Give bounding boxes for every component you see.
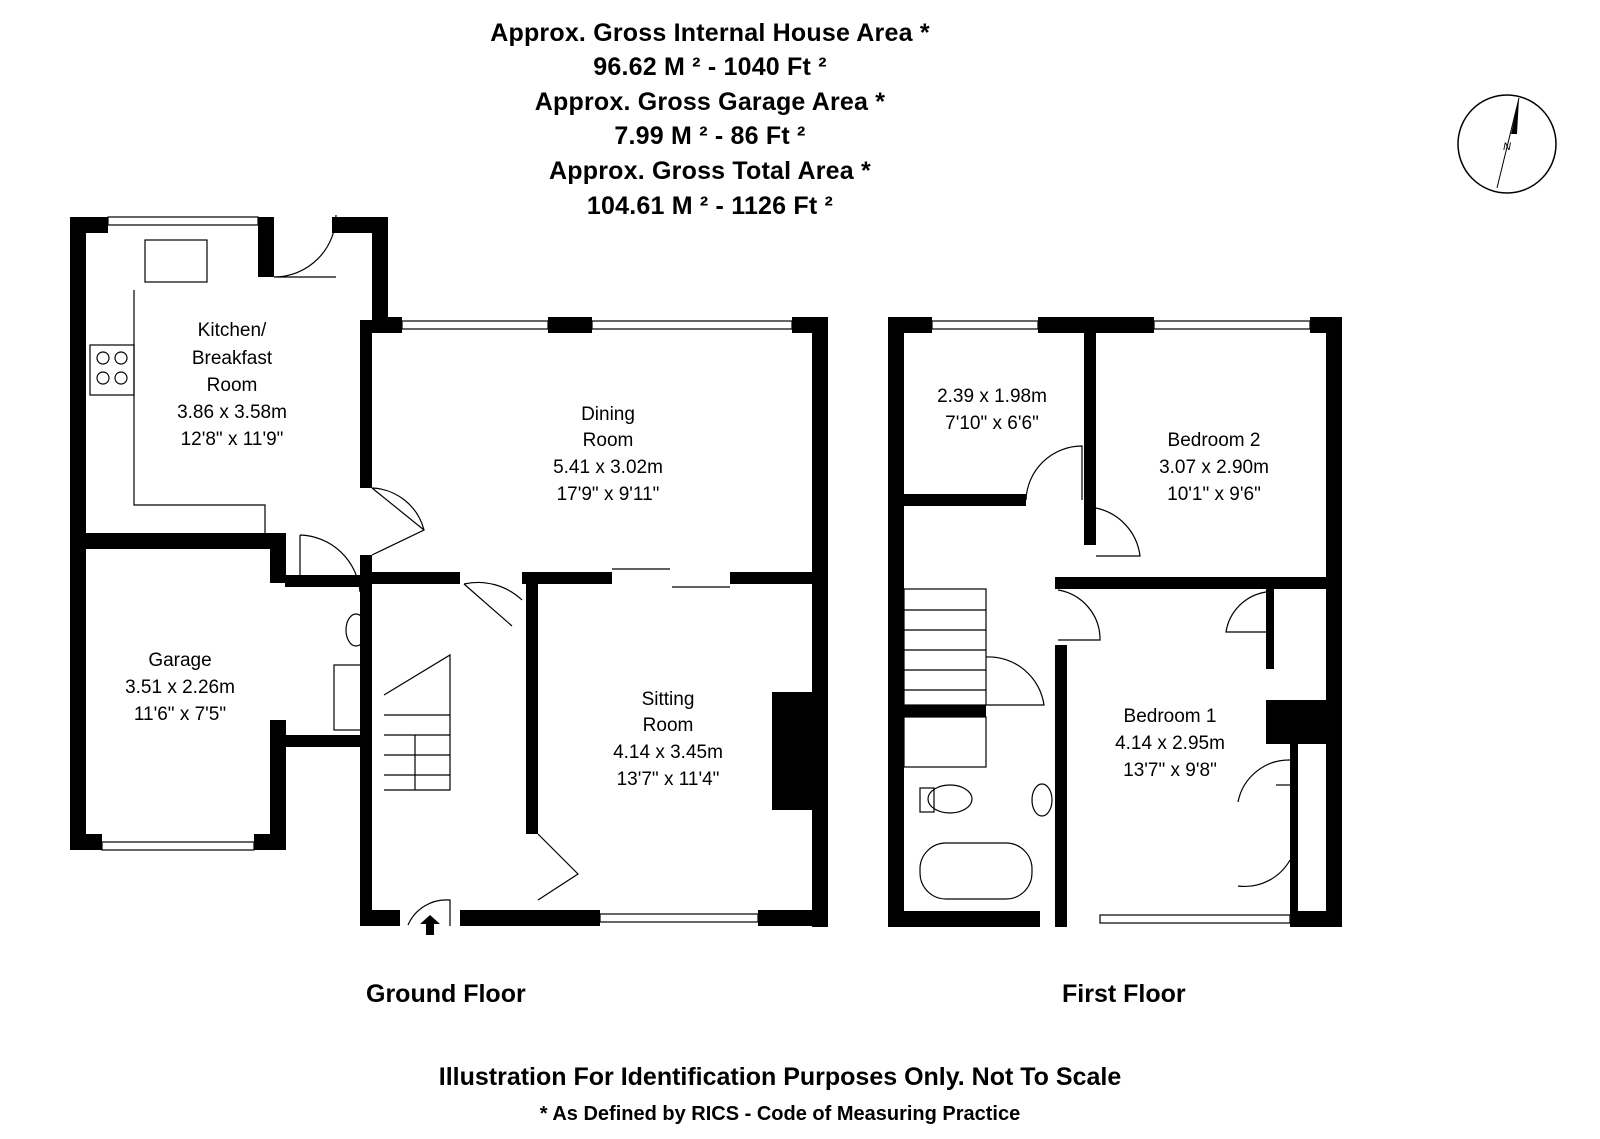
dining-metric: 5.41 x 3.02m	[553, 457, 663, 478]
dining-imperial: 17'9" x 9'11"	[556, 484, 660, 505]
box-room-metric: 2.39 x 1.98m	[937, 386, 1047, 407]
first-floor-windows	[892, 321, 1310, 923]
sitting-name-1: Sitting	[641, 689, 695, 710]
stairs	[384, 655, 450, 790]
garage-area-value: 7.99 M ² - 86 Ft ²	[614, 122, 806, 150]
first-floor-title: First Floor	[1062, 980, 1186, 1008]
bedroom2-imperial: 10'1" x 9'6"	[1167, 484, 1261, 505]
washbasin	[1032, 784, 1052, 816]
kitchen-imperial: 12'8" x 11'9"	[180, 429, 284, 450]
rics-note: * As Defined by RICS - Code of Measuring Practice	[539, 1103, 1021, 1125]
dining-name-1: Dining	[581, 404, 635, 425]
landing-stairs	[904, 589, 986, 705]
total-area-label: Approx. Gross Total Area *	[549, 157, 871, 185]
kitchen-metric: 3.86 x 3.58m	[177, 402, 287, 423]
entrance-arrow-icon	[420, 915, 440, 935]
bedroom1-metric: 4.14 x 2.95m	[1115, 733, 1225, 754]
first-floor-doors	[986, 446, 1292, 886]
first-floor-plan	[888, 317, 1342, 927]
dining-name-2: Room	[582, 430, 634, 451]
kitchen-name-1: Kitchen/	[197, 320, 267, 341]
garage-area-label: Approx. Gross Garage Area *	[534, 88, 886, 116]
total-area-value: 104.61 M ² - 1126 Ft ²	[586, 192, 834, 220]
bedroom2-metric: 3.07 x 2.90m	[1159, 457, 1269, 478]
sitting-metric: 4.14 x 3.45m	[613, 742, 723, 763]
garage-metric: 3.51 x 2.26m	[125, 677, 235, 698]
kitchen-name-2: Breakfast	[191, 348, 273, 369]
ground-floor-plan	[70, 217, 828, 927]
disclaimer: Illustration For Identification Purposes Only. Not To Scale	[438, 1063, 1122, 1091]
internal-area-value: 96.62 M ² - 1040 Ft ²	[593, 53, 827, 81]
box-room-imperial: 7'10" x 6'6"	[945, 413, 1039, 434]
kitchen-name-3: Room	[206, 375, 258, 396]
garage-name: Garage	[148, 650, 212, 671]
garage-imperial: 11'6" x 7'5"	[133, 704, 227, 725]
bedroom2-name: Bedroom 2	[1167, 430, 1261, 451]
sitting-imperial: 13'7" x 11'4"	[616, 769, 720, 790]
bedroom1-name: Bedroom 1	[1123, 706, 1217, 727]
sink	[145, 240, 207, 282]
ground-floor-doors	[274, 215, 730, 926]
sitting-name-2: Room	[642, 715, 694, 736]
ground-floor-title: Ground Floor	[366, 980, 526, 1008]
compass-letter: N	[1503, 141, 1511, 153]
first-floor-fixtures	[904, 589, 1052, 899]
room-labels	[125, 320, 1269, 790]
hob	[90, 345, 134, 395]
bath	[920, 843, 1032, 899]
bedroom1-imperial: 13'7" x 9'8"	[1123, 760, 1217, 781]
internal-area-label: Approx. Gross Internal House Area *	[490, 19, 930, 47]
